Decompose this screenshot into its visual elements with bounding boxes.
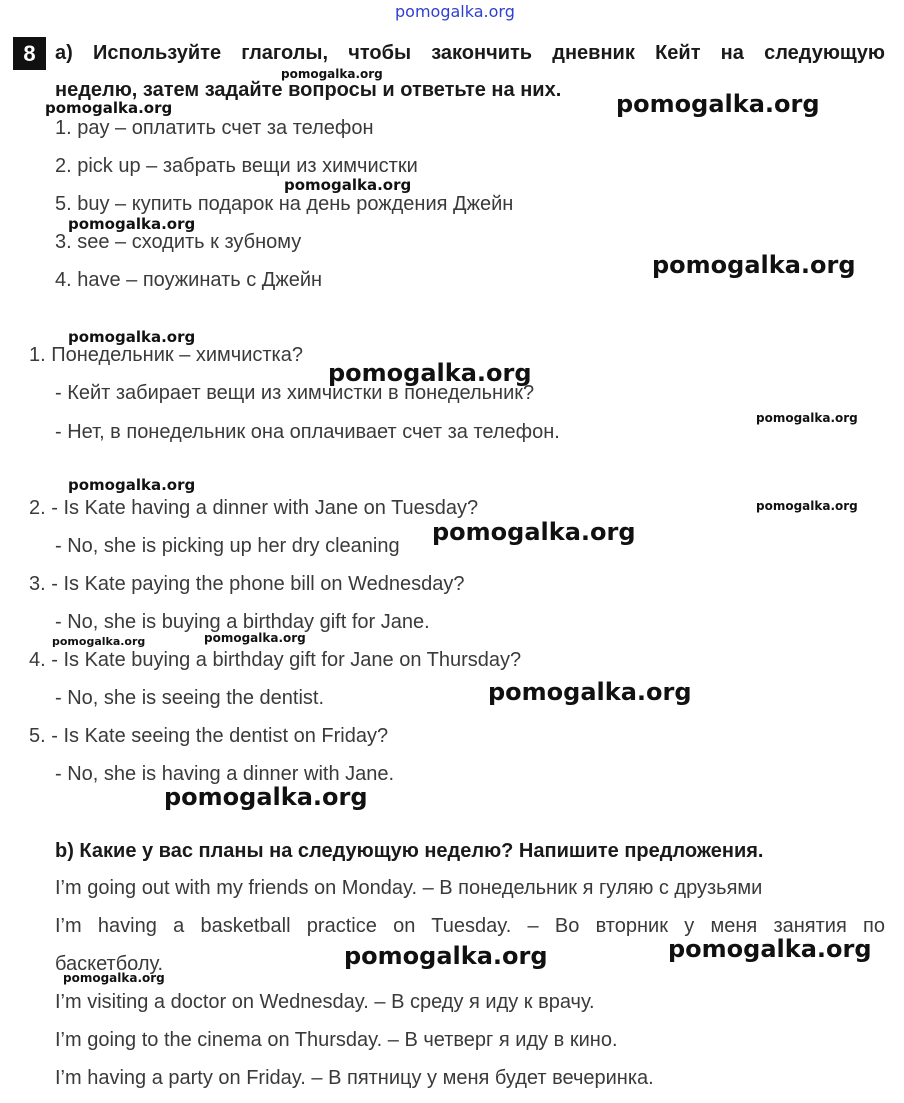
verb-item-5: 4. have – поужинать с Джейн <box>55 269 323 291</box>
watermark: pomogalka.org <box>284 176 412 194</box>
qa-line: - Кейт забирает вещи из химчистки в понедельник? <box>55 382 535 404</box>
qa-answer-2: - No, she is picking up her dry cleaning <box>55 535 400 557</box>
watermark: pomogalka.org <box>668 935 872 963</box>
plan-sentence-wednesday: I’m visiting a doctor on Wednesday. – В среду я иду к врачу. <box>55 991 595 1013</box>
watermark: pomogalka.org <box>616 90 820 118</box>
watermark: pomogalka.org <box>652 251 856 279</box>
qa-question-2: 2. - Is Kate having a dinner with Jane on Tuesday? <box>29 497 479 519</box>
watermark: pomogalka.org <box>204 631 306 645</box>
watermark: pomogalka.org <box>52 635 146 648</box>
part-a-heading-line2: неделю, затем задайте вопросы и ответьте на них. <box>55 79 562 101</box>
watermark: pomogalka.org <box>63 971 165 985</box>
qa-answer-5: - No, she is having a dinner with Jane. <box>55 763 395 785</box>
verb-item-2: 2. pick up – забрать вещи из химчистки <box>55 155 418 177</box>
watermark: pomogalka.org <box>432 518 636 546</box>
qa-question-1: 1. Понедельник – химчистка? <box>29 344 303 366</box>
watermark: pomogalka.org <box>344 942 548 970</box>
watermark: pomogalka.org <box>68 328 196 346</box>
verb-item-1: 1. pay – оплатить счет за телефон <box>55 117 374 139</box>
plan-sentence-monday: I’m going out with my friends on Monday. – В понедельник я гуляю с друзьями <box>55 877 763 899</box>
qa-question-5: 5. - Is Kate seeing the dentist on Friday? <box>29 725 389 747</box>
plan-sentence-friday: I’m having a party on Friday. – В пятницу у меня будет вечеринка. <box>55 1067 654 1089</box>
part-a-heading-line1: a) Используйте глаголы, чтобы закончить дневник Кейт на следующую <box>55 42 885 64</box>
qa-question-3: 3. - Is Kate paying the phone bill on Wednesday? <box>29 573 465 595</box>
verb-item-3: 5. buy – купить подарок на день рождения Джейн <box>55 193 514 215</box>
qa-answer-3: - No, she is buying a birthday gift for Jane. <box>55 611 430 633</box>
qa-answer-4: - No, she is seeing the dentist. <box>55 687 325 709</box>
watermark: pomogalka.org <box>281 67 383 81</box>
watermark: pomogalka.org <box>328 359 532 387</box>
part-b-heading: b) Какие у вас планы на следующую неделю? Напишите предложения. <box>55 840 764 862</box>
qa-answer-1: - Нет, в понедельник она оплачивает счет за телефон. <box>55 421 560 443</box>
verb-item-4: 3. see – сходить к зубному <box>55 231 302 253</box>
watermark: pomogalka.org <box>756 411 858 425</box>
qa-question-4: 4. - Is Kate buying a birthday gift for Jane on Thursday? <box>29 649 522 671</box>
plan-sentence-thursday: I’m going to the cinema on Thursday. – В четверг я иду в кино. <box>55 1029 618 1051</box>
watermark: pomogalka.org <box>756 499 858 513</box>
watermark: pomogalka.org <box>68 215 196 233</box>
watermark: pomogalka.org <box>68 476 196 494</box>
exercise-number-badge: 8 <box>13 37 46 70</box>
plan-sentence-tuesday: I’m having a basketball practice on Tuesday. – Во вторник у меня занятия по <box>55 915 885 937</box>
watermark: pomogalka.org <box>488 678 692 706</box>
watermark-top: pomogalka.org <box>395 2 515 21</box>
plan-sentence-tuesday-cont: баскетболу. <box>55 953 164 975</box>
watermark: pomogalka.org <box>45 99 173 117</box>
watermark: pomogalka.org <box>164 783 368 811</box>
